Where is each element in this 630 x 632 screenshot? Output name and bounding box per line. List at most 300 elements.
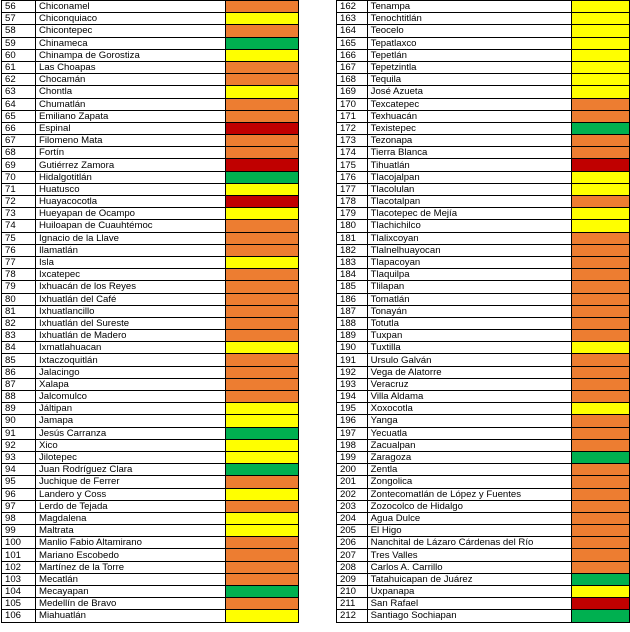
status-color-cell [571,598,629,610]
row-number: 102 [2,561,36,573]
status-color-cell [226,98,299,110]
status-color-cell [226,610,299,622]
municipality-name: Mariano Escobedo [36,549,226,561]
row-number: 203 [337,500,368,512]
row-number: 171 [337,110,368,122]
row-number: 186 [337,293,368,305]
row-number: 191 [337,354,368,366]
table-row [2,86,299,98]
municipality-name: Espinal [36,122,226,134]
status-color-cell [226,49,299,61]
municipality-name: Zozocolco de Hidalgo [367,500,571,512]
status-color-cell [571,183,629,195]
table-row [337,549,630,561]
row-number: 66 [2,122,36,134]
table-row [337,269,630,281]
row-number: 167 [337,61,368,73]
status-color-cell [571,415,629,427]
table-row [2,37,299,49]
municipality-name: Tequila [367,74,571,86]
row-number: 182 [337,244,368,256]
municipality-name: Lerdo de Tejada [36,500,226,512]
municipality-name: Jáltipan [36,403,226,415]
municipality-name: Tlaquilpa [367,269,571,281]
table-row [337,61,630,73]
status-color-cell [571,330,629,342]
status-color-cell [571,1,629,13]
status-color-cell [226,13,299,25]
status-color-cell [571,573,629,585]
table-row [337,244,630,256]
status-color-cell [226,403,299,415]
row-number: 192 [337,366,368,378]
status-color-cell [226,391,299,403]
row-number: 60 [2,49,36,61]
municipality-name: Tihuatlán [367,159,571,171]
row-number: 209 [337,573,368,585]
municipality-name: Tenochtitlán [367,13,571,25]
row-number: 61 [2,61,36,73]
table-row [2,354,299,366]
status-color-cell [571,135,629,147]
row-number: 185 [337,281,368,293]
table-row [337,512,630,524]
table-row [2,366,299,378]
row-number: 166 [337,49,368,61]
row-number: 76 [2,244,36,256]
table-row [337,281,630,293]
status-color-cell [571,244,629,256]
status-color-cell [571,208,629,220]
status-color-cell [571,220,629,232]
table-row [2,74,299,86]
row-number: 101 [2,549,36,561]
row-number: 75 [2,232,36,244]
municipality-name: Miahuatlán [36,610,226,622]
row-number: 71 [2,183,36,195]
municipality-name: Carlos A. Carrillo [367,561,571,573]
status-color-cell [571,122,629,134]
municipality-name: Tierra Blanca [367,147,571,159]
status-color-cell [226,220,299,232]
table-row [2,378,299,390]
status-color-cell [226,415,299,427]
municipality-name: Tlachichilco [367,220,571,232]
table-row [337,305,630,317]
municipality-name: Totutla [367,317,571,329]
status-color-cell [226,208,299,220]
row-number: 87 [2,378,36,390]
table-row [337,586,630,598]
table-row [2,135,299,147]
status-color-cell [571,500,629,512]
table-row [337,488,630,500]
municipality-name: Ixhuatlancillo [36,305,226,317]
row-number: 172 [337,122,368,134]
table-row [337,403,630,415]
row-number: 195 [337,403,368,415]
row-number: 82 [2,317,36,329]
row-number: 80 [2,293,36,305]
table-row [337,317,630,329]
row-number: 168 [337,74,368,86]
table-body [337,1,630,623]
table-row [2,330,299,342]
municipality-name: Ignacio de la Llave [36,232,226,244]
status-color-cell [571,525,629,537]
municipality-name: Manlio Fabio Altamirano [36,537,226,549]
row-number: 170 [337,98,368,110]
table-row [337,232,630,244]
table-row [337,451,630,463]
table-row [2,208,299,220]
status-color-cell [226,378,299,390]
table-row [2,464,299,476]
municipality-name: Tomatlán [367,293,571,305]
row-number: 197 [337,427,368,439]
status-color-cell [571,537,629,549]
row-number: 103 [2,573,36,585]
table-row [337,86,630,98]
row-number: 84 [2,342,36,354]
table-row [337,256,630,268]
row-number: 63 [2,86,36,98]
status-color-cell [571,98,629,110]
municipality-name: Chocamán [36,74,226,86]
row-number: 175 [337,159,368,171]
municipality-name: San Rafael [367,598,571,610]
status-color-cell [226,354,299,366]
municipality-name: Chinampa de Gorostiza [36,49,226,61]
municipality-name: Maltrata [36,525,226,537]
row-number: 188 [337,317,368,329]
municipality-name: Tres Valles [367,549,571,561]
municipality-name: Hidalgotitlán [36,171,226,183]
table-row [337,1,630,13]
status-color-cell [571,586,629,598]
status-color-cell [226,135,299,147]
table-row [2,122,299,134]
table-row [337,500,630,512]
status-color-cell [571,549,629,561]
status-color-cell [571,439,629,451]
row-number: 211 [337,598,368,610]
row-number: 162 [337,1,368,13]
status-color-cell [571,232,629,244]
table-row [337,464,630,476]
municipality-name: Martínez de la Torre [36,561,226,573]
status-color-cell [571,171,629,183]
row-number: 79 [2,281,36,293]
row-number: 59 [2,37,36,49]
status-color-cell [226,196,299,208]
municipality-name: Ixhuatlán del Café [36,293,226,305]
status-color-cell [226,586,299,598]
row-number: 164 [337,25,368,37]
row-number: 68 [2,147,36,159]
status-color-cell [226,561,299,573]
municipality-name: Tlacolulan [367,183,571,195]
municipality-name: Landero y Coss [36,488,226,500]
row-number: 193 [337,378,368,390]
municipality-name: Vega de Alatorre [367,366,571,378]
table-row [337,171,630,183]
status-color-cell [571,147,629,159]
status-color-cell [571,25,629,37]
row-number: 64 [2,98,36,110]
municipality-name: Yanga [367,415,571,427]
municipality-name: Zontecomatlán de López y Fuentes [367,488,571,500]
table-row [2,256,299,268]
row-number: 177 [337,183,368,195]
row-number: 174 [337,147,368,159]
row-number: 62 [2,74,36,86]
row-number: 207 [337,549,368,561]
status-color-cell [571,354,629,366]
status-color-cell [571,196,629,208]
table-row [2,342,299,354]
status-color-cell [571,74,629,86]
row-number: 78 [2,269,36,281]
row-number: 201 [337,476,368,488]
municipality-name: Chinameca [36,37,226,49]
table-row [2,159,299,171]
row-number: 176 [337,171,368,183]
municipality-name: Veracruz [367,378,571,390]
status-color-cell [571,281,629,293]
row-number: 96 [2,488,36,500]
municipality-name: Xico [36,439,226,451]
status-color-cell [571,110,629,122]
municipality-name: Chontla [36,86,226,98]
table-row [2,147,299,159]
municipality-name: Santiago Sochiapan [367,610,571,622]
table-row [337,439,630,451]
status-color-cell [571,403,629,415]
status-color-cell [226,61,299,73]
status-color-cell [226,110,299,122]
status-color-cell [226,512,299,524]
municipality-name: Jalcomulco [36,391,226,403]
table-row [337,220,630,232]
table-row [2,476,299,488]
municipality-name: Juchique de Ferrer [36,476,226,488]
municipality-name: Emiliano Zapata [36,110,226,122]
municipality-name: Huatusco [36,183,226,195]
status-color-cell [571,61,629,73]
municipality-name: Ixhuacán de los Reyes [36,281,226,293]
table-row [2,110,299,122]
table-row [2,293,299,305]
row-number: 57 [2,13,36,25]
row-number: 93 [2,451,36,463]
status-color-cell [571,464,629,476]
status-color-cell [226,488,299,500]
table-row [337,293,630,305]
status-color-cell [571,256,629,268]
row-number: 208 [337,561,368,573]
status-color-cell [226,439,299,451]
table-row [337,378,630,390]
row-number: 212 [337,610,368,622]
table-row [337,98,630,110]
status-color-cell [226,171,299,183]
row-number: 179 [337,208,368,220]
table-row [2,391,299,403]
row-number: 97 [2,500,36,512]
municipality-name: Chiconquiaco [36,13,226,25]
status-color-cell [226,232,299,244]
status-color-cell [571,159,629,171]
row-number: 91 [2,427,36,439]
status-color-cell [571,317,629,329]
municipality-name: Ilamatlán [36,244,226,256]
municipality-name: Huayacocotla [36,196,226,208]
municipality-name: Zentla [367,464,571,476]
table-row [2,305,299,317]
table-row [337,122,630,134]
row-number: 90 [2,415,36,427]
row-number: 210 [337,586,368,598]
municipality-name: Nanchital de Lázaro Cárdenas del Río [367,537,571,549]
table-row [2,171,299,183]
municipality-name: Tlapacoyan [367,256,571,268]
municipality-table-left [1,0,299,623]
row-number: 100 [2,537,36,549]
status-color-cell [571,512,629,524]
table-row [2,500,299,512]
row-number: 56 [2,1,36,13]
municipality-name: Texhuacán [367,110,571,122]
municipality-name: Medellín de Bravo [36,598,226,610]
status-color-cell [571,342,629,354]
row-number: 196 [337,415,368,427]
status-color-cell [226,330,299,342]
municipality-name: Jamapa [36,415,226,427]
row-number: 190 [337,342,368,354]
table-row [2,281,299,293]
status-color-cell [571,86,629,98]
table-row [337,342,630,354]
municipality-name: Tlilapan [367,281,571,293]
row-number: 180 [337,220,368,232]
municipality-name: Mecayapan [36,586,226,598]
row-number: 104 [2,586,36,598]
row-number: 200 [337,464,368,476]
table-row [337,330,630,342]
row-number: 173 [337,135,368,147]
row-number: 178 [337,196,368,208]
municipality-name: Tlacotalpan [367,196,571,208]
status-color-cell [226,366,299,378]
row-number: 58 [2,25,36,37]
municipality-name: Zacualpan [367,439,571,451]
municipality-name: El Higo [367,525,571,537]
municipality-name: Xalapa [36,378,226,390]
municipality-name: Texcatepec [367,98,571,110]
municipality-name: Tepatlaxco [367,37,571,49]
status-color-cell [226,342,299,354]
table-row [2,439,299,451]
municipality-name: Las Choapas [36,61,226,73]
row-number: 77 [2,256,36,268]
table-row [2,549,299,561]
table-row [337,391,630,403]
row-number: 89 [2,403,36,415]
status-color-cell [226,1,299,13]
table-row [337,208,630,220]
status-color-cell [571,561,629,573]
table-row [2,317,299,329]
row-number: 70 [2,171,36,183]
status-color-cell [571,269,629,281]
municipality-name: Mecatlán [36,573,226,585]
status-color-cell [226,549,299,561]
row-number: 88 [2,391,36,403]
municipality-name: Isla [36,256,226,268]
municipality-name: Chumatlán [36,98,226,110]
table-row [2,98,299,110]
row-number: 163 [337,13,368,25]
row-number: 165 [337,37,368,49]
table-row [2,598,299,610]
table-row [337,598,630,610]
table-row [2,220,299,232]
status-color-cell [226,293,299,305]
row-number: 85 [2,354,36,366]
status-color-cell [226,451,299,463]
row-number: 72 [2,196,36,208]
status-color-cell [571,366,629,378]
municipality-name: Gutiérrez Zamora [36,159,226,171]
status-color-cell [571,476,629,488]
row-number: 67 [2,135,36,147]
municipality-name: Tlacotepec de Mejía [367,208,571,220]
municipality-name: Zaragoza [367,451,571,463]
table-row [337,25,630,37]
table-row [2,183,299,195]
table-row [337,537,630,549]
row-number: 198 [337,439,368,451]
municipality-name: Jilotepec [36,451,226,463]
table-row [337,196,630,208]
municipality-name: Texistepec [367,122,571,134]
status-color-cell [226,269,299,281]
table-row [337,135,630,147]
row-number: 181 [337,232,368,244]
table-row [337,37,630,49]
row-number: 202 [337,488,368,500]
table-row [2,586,299,598]
municipality-name: Ixtaczoquitlán [36,354,226,366]
status-color-cell [226,25,299,37]
status-color-cell [226,37,299,49]
table-row [2,49,299,61]
table-row [2,244,299,256]
table-row [337,415,630,427]
table-row [337,476,630,488]
row-number: 65 [2,110,36,122]
table-row [2,196,299,208]
table-row [337,110,630,122]
table-row [2,269,299,281]
municipality-name: Tuxpan [367,330,571,342]
status-color-cell [226,573,299,585]
row-number: 187 [337,305,368,317]
status-color-cell [226,147,299,159]
status-color-cell [571,378,629,390]
status-color-cell [226,317,299,329]
